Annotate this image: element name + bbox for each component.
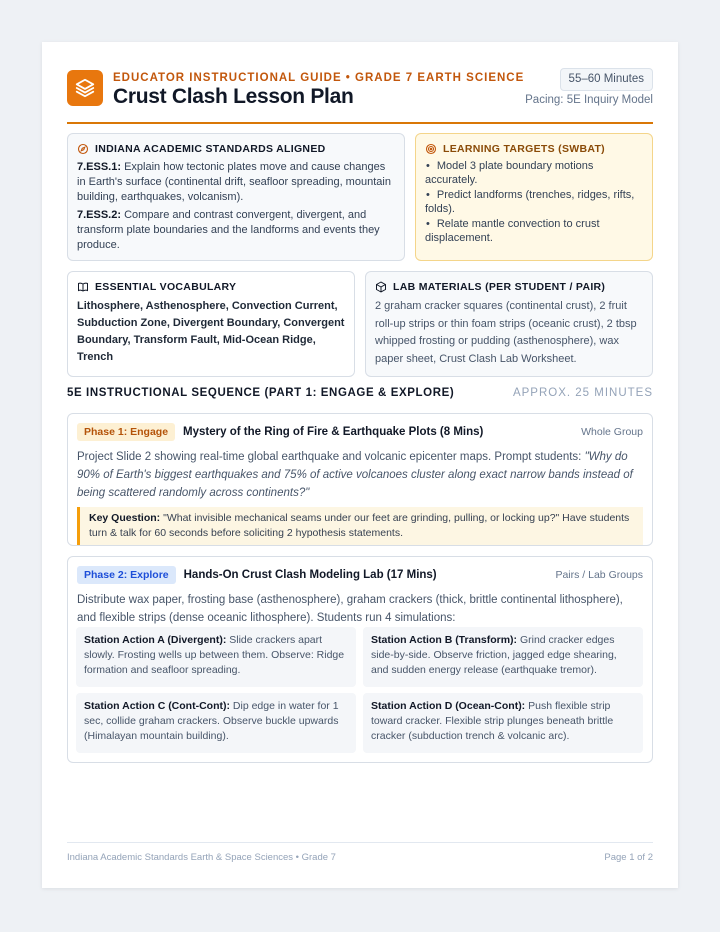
sequence-title: 5E INSTRUCTIONAL SEQUENCE (PART 1: ENGAGE & EXPLORE): [67, 387, 455, 399]
key-question-label: Key Question:: [89, 512, 161, 524]
phase-quote: "Why do 90% of Earth's biggest earthquakes and 75% of active volcanoes cluster along exact narrow bands instead of being scattered randomly across continents?": [77, 451, 633, 499]
duration-badge: 55–60 Minutes: [560, 68, 653, 91]
standard-code: 7.ESS.1:: [77, 161, 122, 173]
targets-heading: [425, 143, 643, 155]
lesson-plan-page: [42, 42, 678, 888]
box-icon: [375, 281, 387, 293]
station-card: [363, 693, 643, 753]
targets-title: LEARNING TARGETS (SWBAT): [443, 143, 605, 155]
page-title: Crust Clash Lesson Plan: [113, 85, 354, 108]
station-text: Slide crackers apart slowly. Frosting wells up between them. Observe: Ridge formation and seafloor spreading.: [84, 634, 345, 676]
station-text: Grind cracker edges side-by-side. Observe friction, jagged edge shearing, and sudden energy release (earthquake tremor).: [371, 634, 617, 676]
page-header: [67, 68, 653, 124]
materials-card: [365, 271, 653, 377]
station-label: Station Action A (Divergent):: [84, 634, 227, 646]
list-item: • Predict landforms (trenches, ridges, rifts, folds).: [425, 188, 643, 216]
phase-badge: Phase 1: Engage: [77, 423, 175, 441]
phase-header: [77, 566, 643, 584]
standard-code: 7.ESS.2:: [77, 209, 122, 221]
grouping-label: Whole Group: [581, 426, 643, 438]
station-label: Station Action C (Cont-Cont):: [84, 700, 230, 712]
phase-header: [77, 423, 643, 441]
vocabulary-text: Lithosphere, Asthenosphere, Convection Current, Subduction Zone, Divergent Boundary, Convergent Boundary, Transform Fault, Mid-Ocean Ridge, Trench: [77, 300, 345, 363]
station-text: Dip edge in water for 1 sec, collide graham crackers. Observe buckle upwards (Himalayan mountain building).: [84, 700, 339, 742]
sequence-time: APPROX. 25 MINUTES: [512, 387, 653, 399]
vocabulary-heading: [77, 281, 345, 293]
vocabulary-card: [67, 271, 355, 377]
materials-heading: [375, 281, 643, 293]
page-footer: [67, 842, 653, 863]
list-item: • Relate mantle convection to crust displacement.: [425, 217, 643, 245]
standard-item: [77, 208, 395, 253]
standards-title: INDIANA ACADEMIC STANDARDS ALIGNED: [95, 143, 326, 155]
standards-card: [67, 133, 405, 261]
phase-title: Mystery of the Ring of Fire & Earthquake Plots (8 Mins): [183, 426, 484, 438]
key-question-callout: [77, 507, 643, 545]
station-card: [76, 627, 356, 687]
standard-text: Explain how tectonic plates move and cause changes in Earth's surface (continental drift, seafloor spreading, mountain building, earthquakes, volcanism).: [77, 161, 391, 203]
standard-text: Compare and contrast convergent, divergent, and transform plate boundaries and the landforms and events they produce.: [77, 209, 380, 251]
list-item: • Model 3 plate boundary motions accurately.: [425, 159, 643, 187]
key-question-text: "What invisible mechanical seams under our feet are grinding, pulling, or locking up?" Have students turn & talk for 60 seconds before soliciting 2 hypothesis statements.: [89, 512, 630, 539]
pacing-label: Pacing: 5E Inquiry Model: [525, 94, 653, 106]
page-number: Page 1 of 2: [604, 852, 653, 863]
phase-description: [77, 448, 643, 502]
phase-badge: Phase 2: Explore: [77, 566, 176, 584]
target-icon: [425, 143, 437, 155]
phase-2-card: [67, 556, 653, 763]
footer-source: Indiana Academic Standards Earth & Space Sciences • Grade 7: [67, 852, 336, 863]
standards-heading: [77, 143, 395, 155]
layers-icon: [67, 70, 103, 106]
standard-item: [77, 160, 395, 205]
station-card: [76, 693, 356, 753]
station-label: Station Action D (Ocean-Cont):: [371, 700, 526, 712]
compass-icon: [77, 143, 89, 155]
phase-title: Hands-On Crust Clash Modeling Lab (17 Mins): [183, 569, 437, 581]
vocabulary-title: ESSENTIAL VOCABULARY: [95, 281, 237, 293]
grouping-label: Pairs / Lab Groups: [555, 569, 643, 581]
materials-title: LAB MATERIALS (PER STUDENT / PAIR): [393, 281, 606, 293]
phase-description: Distribute wax paper, frosting base (asthenosphere), graham crackers (thick, brittle continental lithosphere), and flexible strips (dense oceanic lithosphere). Students run 4 simulations:: [77, 594, 623, 624]
station-text: Push flexible strip toward cracker. Flexible strip plunges beneath brittle cracker (subduction trench & volcanic arc).: [371, 700, 614, 742]
header-eyebrow: EDUCATOR INSTRUCTIONAL GUIDE • GRADE 7 EARTH SCIENCE: [113, 72, 525, 84]
station-card: [363, 627, 643, 687]
phase-1-card: [67, 413, 653, 546]
learning-targets-card: [415, 133, 653, 261]
targets-list: [425, 159, 643, 245]
station-label: Station Action B (Transform):: [371, 634, 518, 646]
phase-body-text: Project Slide 2 showing real-time global earthquake and volcanic epicenter maps. Prompt students:: [77, 451, 585, 463]
book-icon: [77, 281, 89, 293]
materials-text: 2 graham cracker squares (continental crust), 2 fruit roll-up strips or thin foam strips (oceanic crust), 2 tbsp whipped frosting or pudding (asthenosphere), wax paper sheet, Crust Clash Lab Worksheet.: [375, 300, 637, 365]
